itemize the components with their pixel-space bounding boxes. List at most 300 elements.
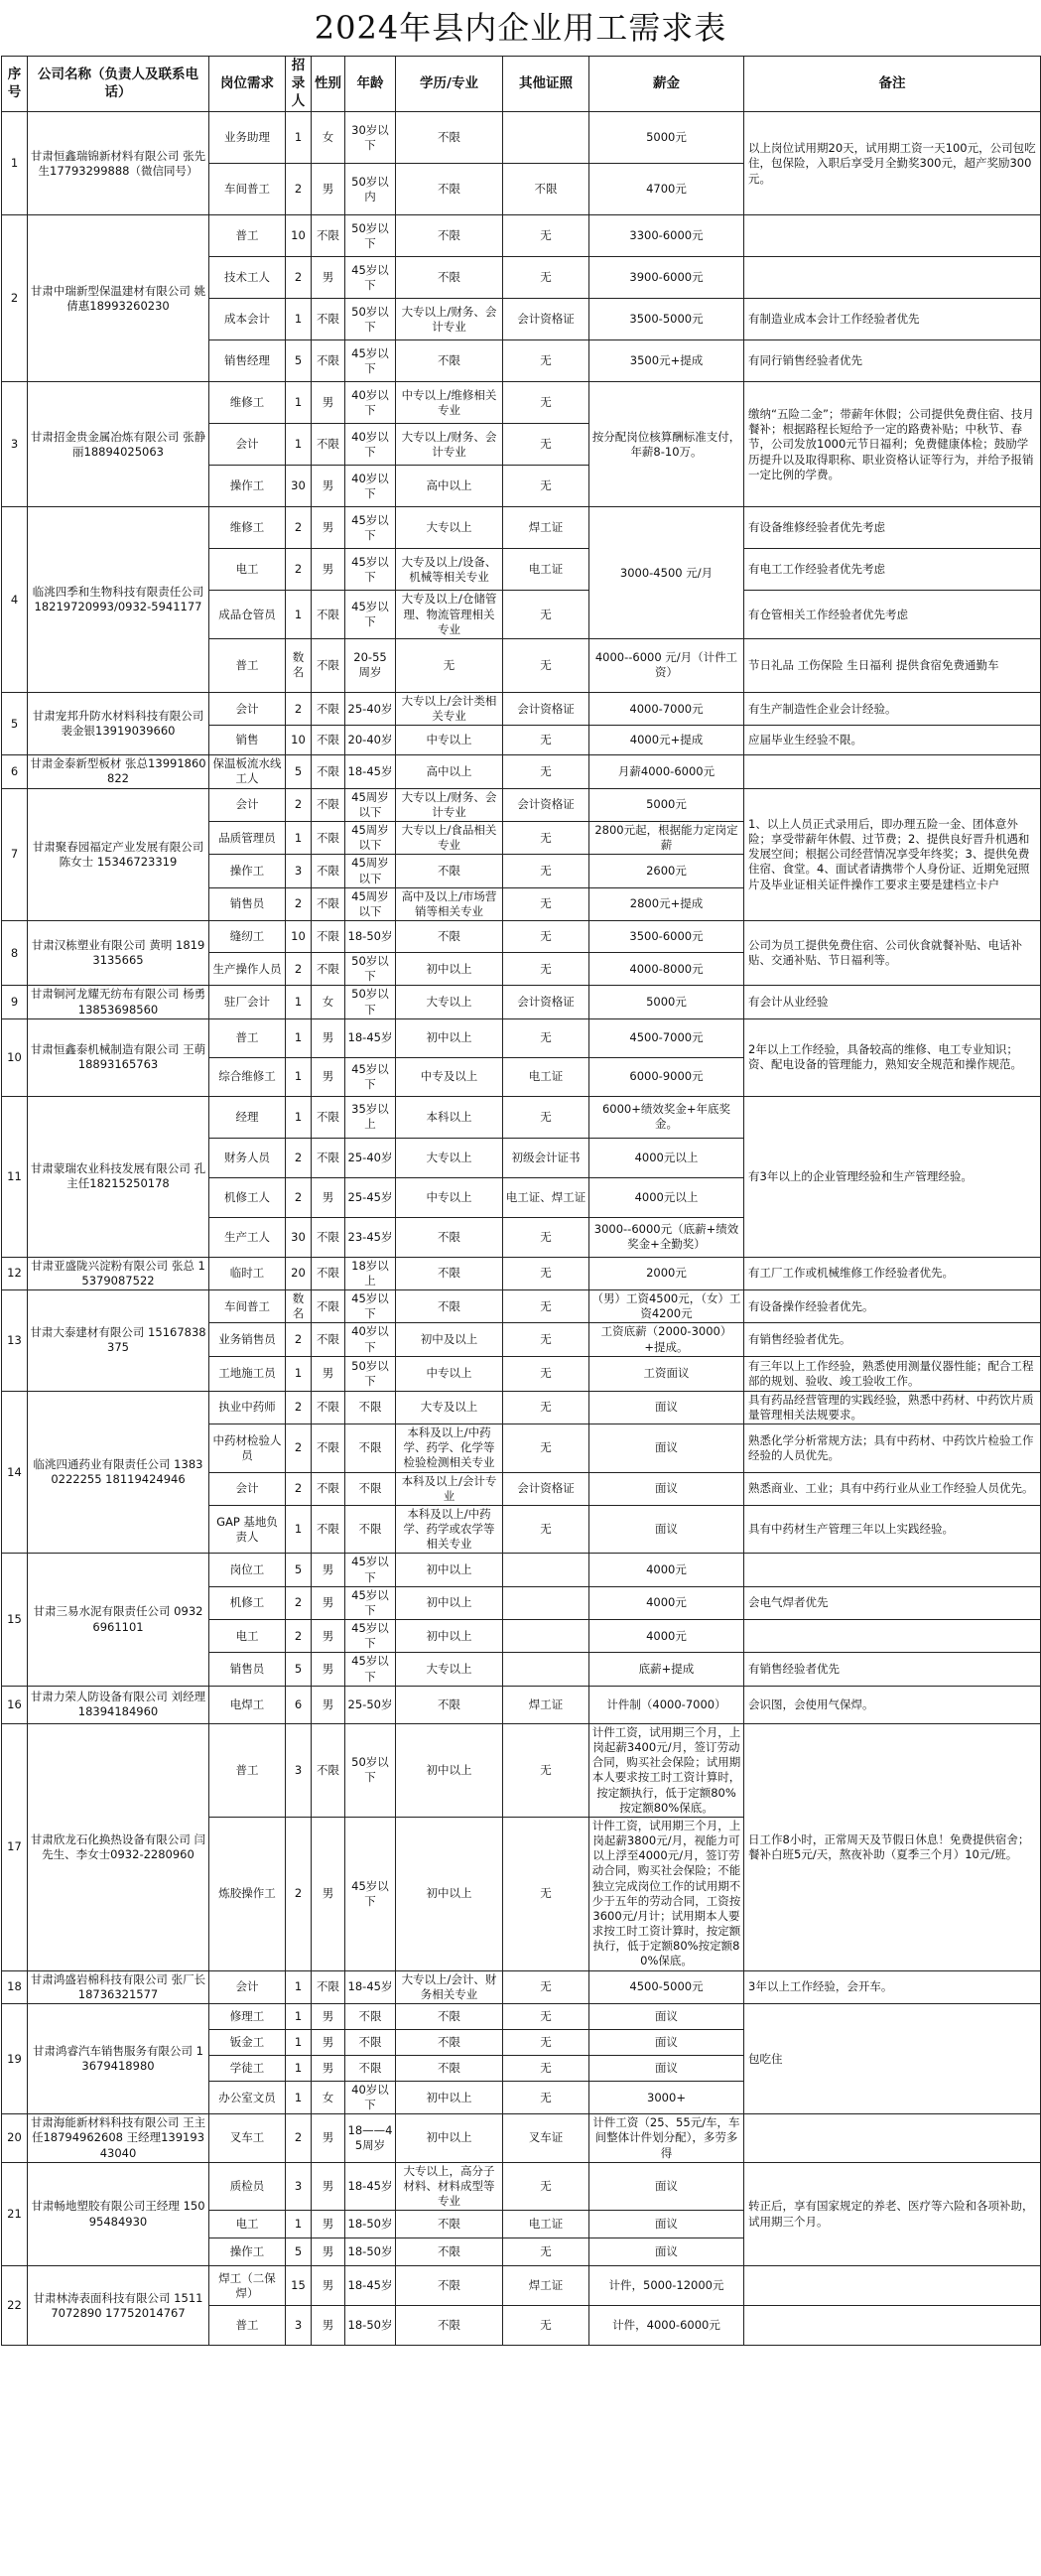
job-pay: 计件，4000-6000元 (589, 2306, 744, 2346)
job-age: 45周岁以下 (345, 788, 396, 821)
job-note: 会电气焊者优先 (744, 1586, 1041, 1619)
job-certificate: 无 (503, 1505, 589, 1554)
job-sex: 男 (312, 1554, 345, 1586)
company-no: 12 (2, 1257, 28, 1289)
job-sex: 不限 (312, 215, 345, 257)
company-name: 甘肃金泰新型板材 张总13991860822 (28, 755, 209, 788)
job-education: 大专以上/财务、会计专业 (396, 424, 503, 466)
job-certificate: 无 (503, 921, 589, 953)
job-sex: 男 (312, 2211, 345, 2238)
job-note: 有销售经验者优先。 (744, 1323, 1041, 1356)
job-education: 不限 (396, 2003, 503, 2029)
company-name: 甘肃恒鑫泰机械制造有限公司 王萌 18893165763 (28, 1018, 209, 1096)
job-note: 有设备操作经验者优先。 (744, 1290, 1041, 1323)
job-age: 40岁以下 (345, 424, 396, 466)
job-sex: 男 (312, 2306, 345, 2346)
job-count: 3 (286, 1723, 312, 1817)
job-count: 1 (286, 2081, 312, 2113)
job-certificate: 电工证 (503, 1057, 589, 1096)
job-sex: 男 (312, 257, 345, 299)
job-count: 1 (286, 1356, 312, 1391)
job-title: 质检员 (209, 2162, 286, 2211)
job-title: 综合维修工 (209, 1057, 286, 1096)
job-sex: 男 (312, 2003, 345, 2029)
job-title: 普工 (209, 1018, 286, 1057)
job-certificate: 无 (503, 2003, 589, 2029)
table-row (2, 1290, 1041, 1323)
job-age: 50岁以内 (345, 164, 396, 215)
job-certificate: 无 (503, 1970, 589, 2003)
table-row (2, 2114, 1041, 2163)
job-count: 2 (286, 1177, 312, 1217)
job-count: 2 (286, 549, 312, 591)
job-education: 初中以上 (396, 1723, 503, 1817)
job-education: 不限 (396, 2055, 503, 2081)
job-education: 不限 (396, 340, 503, 382)
job-pay: 面议 (589, 2211, 744, 2238)
job-education: 大专及以上/仓储管理、物流管理相关专业 (396, 591, 503, 639)
job-pay: 4500-7000元 (589, 1018, 744, 1057)
job-title: 技术工人 (209, 257, 286, 299)
job-education: 中专以上 (396, 726, 503, 755)
job-note: 有销售经验者优先 (744, 1653, 1041, 1686)
job-education: 不限 (396, 2306, 503, 2346)
job-note (744, 2114, 1041, 2163)
job-pay: 3000--6000元（底薪+绩效奖金+全勤奖） (589, 1217, 744, 1257)
company-no: 8 (2, 921, 28, 986)
job-certificate: 无 (503, 466, 589, 507)
company-name: 甘肃力荣人防设备有限公司 刘经理18394184960 (28, 1686, 209, 1723)
job-title: 销售员 (209, 1653, 286, 1686)
company-no: 16 (2, 1686, 28, 1723)
job-age: 不限 (345, 1505, 396, 1554)
job-certificate: 无 (503, 2055, 589, 2081)
job-education: 中专及以上 (396, 1057, 503, 1096)
table-row (2, 1723, 1041, 1817)
job-note: 节日礼品 工伤保险 生日福利 提供食宿免费通勤车 (744, 638, 1041, 692)
table-row (2, 2003, 1041, 2029)
job-education: 不限 (396, 1686, 503, 1723)
table-row (2, 1096, 1041, 1138)
job-note: 缴纳“五险二金”；带薪年休假；公司提供免费住宿、技月餐补；根据路程长短给予一定的路费补贴；中秋节、春节，公司发放1000元节日福利；免费健康体检；鼓励学历提升以及取得职称、职业资格认证等行为，并给予报销一定比例的学费。 (744, 382, 1041, 507)
job-sex: 男 (312, 1018, 345, 1057)
job-count: 10 (286, 215, 312, 257)
job-age: 不限 (345, 1472, 396, 1505)
job-note: 有电工工作经验者优先考虑 (744, 549, 1041, 591)
job-sex: 不限 (312, 638, 345, 692)
job-pay: 面议 (589, 2029, 744, 2055)
job-education: 初中及以上 (396, 1323, 503, 1356)
company-no: 11 (2, 1096, 28, 1257)
company-name: 甘肃中瑞新型保温建材有限公司 姚倩惠18993260230 (28, 215, 209, 382)
job-certificate: 无 (503, 215, 589, 257)
job-sex: 不限 (312, 921, 345, 953)
job-education: 高中及以上/市场营销等相关专业 (396, 887, 503, 920)
job-certificate: 无 (503, 855, 589, 887)
job-pay: 面议 (589, 2003, 744, 2029)
job-age: 不限 (345, 2029, 396, 2055)
job-sex: 不限 (312, 591, 345, 639)
company-name: 甘肃鸿盛岩棉科技有限公司 张厂长 18736321577 (28, 1970, 209, 2003)
job-pay: 6000+绩效奖金+年底奖金。 (589, 1096, 744, 1138)
job-age: 50岁以下 (345, 299, 396, 340)
job-count: 1 (286, 1057, 312, 1096)
job-title: 会计 (209, 1472, 286, 1505)
job-pay: 4000元+提成 (589, 726, 744, 755)
job-age: 45岁以下 (345, 340, 396, 382)
job-education: 大专以上/财务、会计专业 (396, 299, 503, 340)
job-title: 临时工 (209, 1257, 286, 1289)
table-row (2, 507, 1041, 549)
job-sex: 男 (312, 1177, 345, 1217)
job-count: 1 (286, 821, 312, 854)
job-pay: 工资底薪（2000-3000）+提成。 (589, 1323, 744, 1356)
job-title: 车间普工 (209, 1290, 286, 1323)
job-certificate: 无 (503, 1817, 589, 1970)
job-pay: 面议 (589, 1505, 744, 1554)
job-pay: 3500-5000元 (589, 299, 744, 340)
job-age: 不限 (345, 2055, 396, 2081)
job-count: 1 (286, 1970, 312, 2003)
job-count: 3 (286, 2162, 312, 2211)
job-title: 销售经理 (209, 340, 286, 382)
job-education: 不限 (396, 2238, 503, 2266)
job-note: 应届毕业生经验不限。 (744, 726, 1041, 755)
job-pay: 4000--6000 元/月（计件工资） (589, 638, 744, 692)
job-pay: 2800元+提成 (589, 887, 744, 920)
job-note: 熟悉商业、工业；具有中药行业从业工作经验人员优先。 (744, 1472, 1041, 1505)
job-education: 初中以上 (396, 2081, 503, 2113)
job-education: 大专以上/财务、会计专业 (396, 788, 503, 821)
job-sex: 不限 (312, 1424, 345, 1473)
company-no: 15 (2, 1554, 28, 1686)
job-pay: 6000-9000元 (589, 1057, 744, 1096)
job-age: 45岁以下 (345, 1620, 396, 1653)
job-pay: 5000元 (589, 112, 744, 164)
col-header-age: 年龄 (345, 57, 396, 112)
job-pay: 2600元 (589, 855, 744, 887)
job-pay: 4000元 (589, 1586, 744, 1619)
job-certificate: 初级会计证书 (503, 1138, 589, 1177)
job-sex: 男 (312, 2114, 345, 2163)
job-title: 中药材检验人员 (209, 1424, 286, 1473)
job-age: 45岁以下 (345, 1653, 396, 1686)
job-certificate: 无 (503, 2081, 589, 2113)
table-row (2, 986, 1041, 1018)
job-count: 1 (286, 1018, 312, 1057)
job-age: 25-40岁 (345, 692, 396, 725)
job-title: 炼胶操作工 (209, 1817, 286, 1970)
job-age: 25-40岁 (345, 1138, 396, 1177)
company-no: 2 (2, 215, 28, 382)
job-sex: 不限 (312, 1217, 345, 1257)
col-header-note: 备注 (744, 57, 1041, 112)
company-name: 甘肃林涛表面科技有限公司 15117072890 17752014767 (28, 2266, 209, 2346)
job-pay: 计件制（4000-7000） (589, 1686, 744, 1723)
job-note: 以上岗位试用期20天，试用期工资一天100元，公司包吃住，包保险，入职后享受月全勤奖300元，超产奖励300元。 (744, 112, 1041, 215)
job-education: 中专以上/维修相关专业 (396, 382, 503, 424)
job-education: 无 (396, 638, 503, 692)
job-title: 执业中药师 (209, 1391, 286, 1424)
job-pay: 面议 (589, 1391, 744, 1424)
job-count: 1 (286, 299, 312, 340)
job-certificate: 会计资格证 (503, 788, 589, 821)
job-education: 不限 (396, 921, 503, 953)
job-sex: 不限 (312, 953, 345, 986)
job-sex: 不限 (312, 424, 345, 466)
job-pay: 3500元+提成 (589, 340, 744, 382)
job-count: 2 (286, 887, 312, 920)
job-age: 40岁以下 (345, 1323, 396, 1356)
job-note: 有工厂工作或机械维修工作经验者优先。 (744, 1257, 1041, 1289)
job-sex: 男 (312, 1586, 345, 1619)
company-no: 19 (2, 2003, 28, 2113)
job-education: 不限 (396, 2029, 503, 2055)
col-header-count: 招录人 (286, 57, 312, 112)
job-pay: 2000元 (589, 1257, 744, 1289)
company-name: 甘肃三易水泥有限责任公司 09326961101 (28, 1554, 209, 1686)
col-header-sex: 性别 (312, 57, 345, 112)
job-age: 50岁以下 (345, 1723, 396, 1817)
job-certificate: 无 (503, 953, 589, 986)
job-certificate: 无 (503, 1018, 589, 1057)
job-count: 10 (286, 726, 312, 755)
job-pay: 3000-4500 元/月 (589, 507, 744, 639)
job-title: 会计 (209, 424, 286, 466)
job-count: 1 (286, 424, 312, 466)
job-count: 1 (286, 2055, 312, 2081)
job-count: 1 (286, 591, 312, 639)
job-sex: 男 (312, 1356, 345, 1391)
table-row (2, 2162, 1041, 2211)
company-name: 甘肃亚盛陇兴淀粉有限公司 张总 15379087522 (28, 1257, 209, 1289)
job-certificate: 无 (503, 887, 589, 920)
job-sex: 男 (312, 507, 345, 549)
company-name: 甘肃蒙瑞农业科技发展有限公司 孔主任18215250178 (28, 1096, 209, 1257)
job-title: 普工 (209, 215, 286, 257)
job-pay: 底薪+提成 (589, 1653, 744, 1686)
job-education: 大专以上 (396, 1653, 503, 1686)
job-title: 操作工 (209, 2238, 286, 2266)
job-title: 钣金工 (209, 2029, 286, 2055)
job-pay: 工资面议 (589, 1356, 744, 1391)
job-education: 中专以上 (396, 1356, 503, 1391)
job-sex: 不限 (312, 1290, 345, 1323)
job-sex: 男 (312, 1057, 345, 1096)
job-age: 18-50岁 (345, 2238, 396, 2266)
job-age: 20-40岁 (345, 726, 396, 755)
job-title: 销售 (209, 726, 286, 755)
job-count: 2 (286, 1817, 312, 1970)
job-note: 有会计从业经验 (744, 986, 1041, 1018)
job-education: 不限 (396, 1257, 503, 1289)
job-sex: 男 (312, 2029, 345, 2055)
job-certificate: 焊工证 (503, 1686, 589, 1723)
job-count: 1 (286, 986, 312, 1018)
job-age: 18-50岁 (345, 2306, 396, 2346)
company-name: 甘肃宠邦升防水材料科技有限公司 裴金银13919039660 (28, 692, 209, 754)
job-certificate: 无 (503, 382, 589, 424)
page-title: 2024年县内企业用工需求表 (314, 9, 727, 47)
job-note: 有3年以上的企业管理经验和生产管理经验。 (744, 1096, 1041, 1257)
job-title: 业务助理 (209, 112, 286, 164)
job-title: 叉车工 (209, 2114, 286, 2163)
job-count: 1 (286, 1096, 312, 1138)
job-note: 有三年以上工作经验，熟悉使用测量仪器性能；配合工程部的规划、验收、竣工验收工作。 (744, 1356, 1041, 1391)
job-pay: 3300-6000元 (589, 215, 744, 257)
job-sex: 不限 (312, 299, 345, 340)
job-sex: 不限 (312, 821, 345, 854)
job-age: 不限 (345, 2003, 396, 2029)
job-age: 45周岁以下 (345, 855, 396, 887)
company-no: 13 (2, 1290, 28, 1392)
job-certificate: 电工证 (503, 549, 589, 591)
job-pay: 2800元起，根据能力定岗定薪 (589, 821, 744, 854)
job-certificate: 叉车证 (503, 2114, 589, 2163)
job-title: 会计 (209, 1970, 286, 2003)
company-no: 22 (2, 2266, 28, 2346)
job-title: 业务销售员 (209, 1323, 286, 1356)
col-header-no: 序号 (2, 57, 28, 112)
job-education: 本科及以上/中药学、药学、化学等检验检测相关专业 (396, 1424, 503, 1473)
table-row (2, 755, 1041, 788)
job-certificate: 无 (503, 638, 589, 692)
job-pay: 面议 (589, 1424, 744, 1473)
table-row (2, 692, 1041, 725)
job-title: 办公室文员 (209, 2081, 286, 2113)
job-age: 50岁以下 (345, 986, 396, 1018)
job-pay: 3900-6000元 (589, 257, 744, 299)
job-sex: 男 (312, 549, 345, 591)
job-count: 5 (286, 755, 312, 788)
job-title: 学徒工 (209, 2055, 286, 2081)
job-title: 生产工人 (209, 1217, 286, 1257)
company-no: 7 (2, 788, 28, 920)
job-count: 2 (286, 1391, 312, 1424)
job-note: 包吃住 (744, 2003, 1041, 2113)
job-education: 大专以上，高分子材料、材料成型等专业 (396, 2162, 503, 2211)
job-note (744, 2266, 1041, 2306)
job-title: 品质管理员 (209, 821, 286, 854)
job-education: 本科以上 (396, 1096, 503, 1138)
table-row (2, 1686, 1041, 1723)
company-name: 甘肃恒鑫瑞锦新材料有限公司 张先生17793299888（微信同号） (28, 112, 209, 215)
job-sex: 不限 (312, 1391, 345, 1424)
job-count: 2 (286, 2114, 312, 2163)
job-education: 大专以上 (396, 507, 503, 549)
job-education: 初中以上 (396, 1554, 503, 1586)
job-title: GAP 基地负责人 (209, 1505, 286, 1554)
job-sex: 男 (312, 2055, 345, 2081)
job-education: 大专以上/食品相关专业 (396, 821, 503, 854)
job-note: 1、以上人员正式录用后，即办理五险一金、团体意外险；享受带薪年休假、过节费；2、提供良好晋升机遇和发展空间；根据公司经营情况享受年终奖；3、提供免费住宿、食堂。4、面试者请携带个人身份证、近期免冠照片及毕业证相关证件操作工要求主要是建档立卡户 (744, 788, 1041, 920)
col-header-company: 公司名称（负责人及联系电话） (28, 57, 209, 112)
job-age: 不限 (345, 1391, 396, 1424)
job-education: 大专以上/会计、财务相关专业 (396, 1970, 503, 2003)
job-note: 公司为员工提供免费住宿、公司伙食就餐补贴、电话补贴、交通补贴、节日福利等。 (744, 921, 1041, 986)
company-name: 甘肃畅地塑胶有限公司王经理 15095484930 (28, 2162, 209, 2266)
job-education: 初中以上 (396, 953, 503, 986)
job-title: 岗位工 (209, 1554, 286, 1586)
job-certificate (503, 1586, 589, 1619)
job-education: 不限 (396, 112, 503, 164)
job-count: 20 (286, 1257, 312, 1289)
job-note: 转正后，享有国家规定的养老、医疗等六险和各项补助，试用期三个月。 (744, 2162, 1041, 2266)
job-pay: 计件工资，试用期三个月，上岗起薪3400元/月，签订劳动合同，购买社会保险；试用期本人要求按工时工资计算时，按定额执行，低于定额80%按定额80%保底。 (589, 1723, 744, 1817)
table-row (2, 1970, 1041, 2003)
job-title: 电工 (209, 549, 286, 591)
job-note: 日工作8小时，正常周天及节假日休息！免费提供宿舍；餐补白班5元/天，熬夜补助（夏季三个月）10元/班。 (744, 1723, 1041, 1970)
job-pay: 4000元以上 (589, 1138, 744, 1177)
job-count: 2 (286, 1138, 312, 1177)
job-education: 初中以上 (396, 1586, 503, 1619)
job-title: 财务人员 (209, 1138, 286, 1177)
table-row (2, 382, 1041, 424)
job-pay: 5000元 (589, 986, 744, 1018)
job-sex: 不限 (312, 340, 345, 382)
job-age: 50岁以下 (345, 215, 396, 257)
job-age: 18-50岁 (345, 921, 396, 953)
job-count: 数名 (286, 638, 312, 692)
job-certificate: 无 (503, 1290, 589, 1323)
job-education: 大专以上/会计类相关专业 (396, 692, 503, 725)
job-age: 45岁以下 (345, 1586, 396, 1619)
job-count: 1 (286, 112, 312, 164)
job-age: 18岁以上 (345, 1257, 396, 1289)
job-education: 大专及以上/设备、机械等相关专业 (396, 549, 503, 591)
job-age: 50岁以下 (345, 953, 396, 986)
job-certificate (503, 1653, 589, 1686)
job-education: 大专及以上 (396, 1391, 503, 1424)
job-count: 1 (286, 2029, 312, 2055)
job-demand-table (1, 56, 1041, 2346)
job-certificate: 无 (503, 1323, 589, 1356)
job-pay: 面议 (589, 1472, 744, 1505)
job-sex: 不限 (312, 887, 345, 920)
company-no: 5 (2, 692, 28, 754)
job-count: 1 (286, 1505, 312, 1554)
job-title: 销售员 (209, 887, 286, 920)
job-sex: 不限 (312, 1472, 345, 1505)
job-sex: 不限 (312, 788, 345, 821)
job-sex: 女 (312, 2081, 345, 2113)
job-count: 2 (286, 1586, 312, 1619)
job-sex: 不限 (312, 1323, 345, 1356)
job-age: 18-45岁 (345, 2266, 396, 2306)
job-title: 操作工 (209, 855, 286, 887)
job-title: 维修工 (209, 382, 286, 424)
job-title: 生产操作人员 (209, 953, 286, 986)
job-age: 45岁以下 (345, 1057, 396, 1096)
job-certificate: 会计资格证 (503, 1472, 589, 1505)
job-note: 具有药品经营管理的实践经验，熟悉中药材、中药饮片质量管理相关法规要求。 (744, 1391, 1041, 1424)
job-title: 电焊工 (209, 1686, 286, 1723)
job-sex: 女 (312, 112, 345, 164)
job-note: 会识图，会使用气保焊。 (744, 1686, 1041, 1723)
job-count: 1 (286, 382, 312, 424)
company-name: 甘肃欣龙石化换热设备有限公司 闫先生、李女士0932-2280960 (28, 1723, 209, 1970)
job-age: 45岁以下 (345, 591, 396, 639)
job-pay: 按分配岗位核算酬标准支付，年薪8-10万。 (589, 382, 744, 507)
job-note: 2年以上工作经验，具备较高的维修、电工专业知识；资、配电设备的管理能力，熟知安全规范和操作规范。 (744, 1018, 1041, 1096)
job-pay: 面议 (589, 2055, 744, 2081)
col-header-pay: 薪金 (589, 57, 744, 112)
job-sex: 男 (312, 1620, 345, 1653)
company-no: 14 (2, 1391, 28, 1554)
job-education: 初中以上 (396, 1620, 503, 1653)
job-education: 大专以上 (396, 986, 503, 1018)
job-title: 成品仓管员 (209, 591, 286, 639)
